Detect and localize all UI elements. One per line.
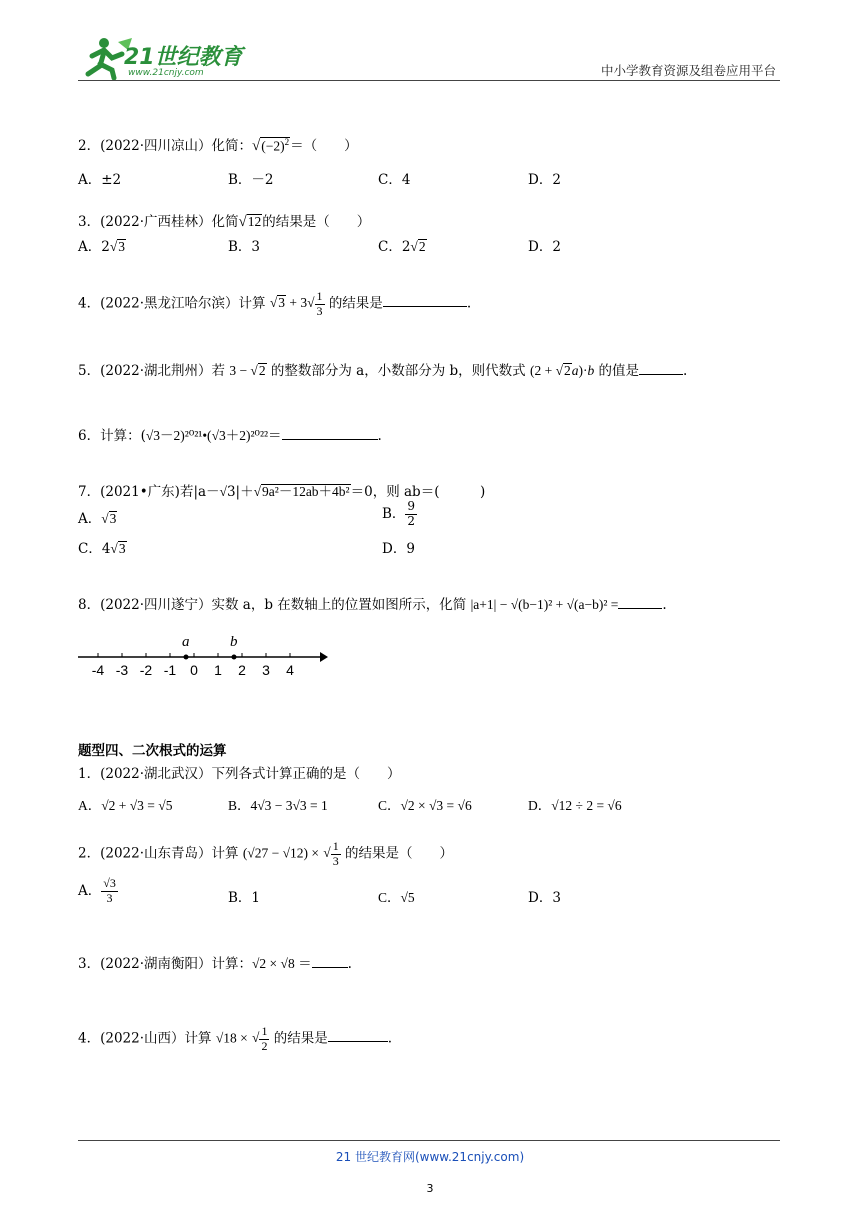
number-line-label: 2 <box>238 662 246 678</box>
s4-q2-option-d[interactable]: D．3 <box>528 890 561 906</box>
page-number: 3 <box>426 1182 434 1195</box>
question-5: 5．(2022·湖北荆州）若 3 − √2 的整数部分为 a，小数部分为 b，则代数式 (2 + √2a)·b 的值是 . <box>78 363 688 379</box>
answer-blank[interactable] <box>328 1029 388 1042</box>
q2-option-b[interactable]: B．－2 <box>228 172 274 188</box>
question-2-expr: (−2) <box>261 138 285 153</box>
s4-question-4-prefix: 4．(2022·山西）计算 <box>78 1030 212 1047</box>
s4-q2-option-b[interactable]: B．1 <box>228 890 261 906</box>
answer-blank[interactable] <box>639 362 683 375</box>
s4-q1-option-a[interactable]: A．√2 + √3 = √5 <box>78 798 173 813</box>
question-4-prefix: 4．(2022·黑龙江哈尔滨）计算 <box>78 295 266 312</box>
question-7: 7．(2021•广东)若|a－√3|＋√9a²－12ab＋4b²＝0，则 ab＝( ) <box>78 484 486 500</box>
s4-question-3: 3．(2022·湖南衡阳）计算：√2 × √8 ＝ . <box>78 956 352 972</box>
s4-question-3-expr: √2 × √8 ＝ <box>252 956 312 971</box>
question-5-expr: 3 − √2 <box>229 363 266 378</box>
q3-option-b[interactable]: B．3 <box>228 239 261 255</box>
number-line-label: -4 <box>91 662 105 678</box>
s4-q1-option-c[interactable]: C．√2 × √3 = √6 <box>378 798 472 813</box>
s4-question-4-suffix: 的结果是 <box>273 1030 328 1047</box>
s4-question-4-expr: √18 × <box>215 1030 248 1046</box>
answer-blank[interactable] <box>282 427 378 440</box>
answer-blank[interactable] <box>383 294 467 307</box>
q7-option-b-denominator: 2 <box>407 513 416 528</box>
number-line-label: 3 <box>262 662 270 678</box>
number-line-label: -1 <box>163 662 177 678</box>
q7-option-b[interactable] <box>382 500 417 529</box>
q2-option-a[interactable]: A．±2 <box>78 172 122 188</box>
q2-option-c[interactable]: C．4 <box>378 172 411 188</box>
question-6: 6．计算：(√3－2)²⁰²¹•(√3＋2)²⁰²²＝ . <box>78 428 382 444</box>
q3-option-c[interactable]: C．2√2 <box>378 239 426 255</box>
answer-blank[interactable] <box>618 596 662 609</box>
q3-option-a[interactable]: A．2√3 <box>78 239 126 255</box>
q7-option-a[interactable]: A．√3 <box>78 511 117 527</box>
number-line-label: 0 <box>190 662 198 678</box>
question-7-radicand: 9a²－12ab＋4b² <box>262 484 350 499</box>
question-2: 2．(2022·四川凉山）化简：$√(-2)^2=$（ ） <box>78 136 358 154</box>
q7-option-a-radicand: 3 <box>109 511 117 526</box>
question-4: 4．(2022·黑龙江哈尔滨）计算 √3 + 3√ $\frac{1}{3}$ 的结果是 . <box>78 289 472 318</box>
question-5-prefix: 5．(2022·湖北荆州）若 <box>78 363 226 379</box>
question-5-algebra: (2 + √2a)·b <box>529 363 595 378</box>
question-3: 3．(2022·广西桂林）化简√12的结果是（ ） <box>78 214 371 230</box>
question-7-mid: 3|＋ <box>226 484 254 500</box>
question-2-radicand: $(-2)^2$ <box>261 136 290 153</box>
point-a-label: a <box>182 634 190 650</box>
question-3-radicand: 12 <box>247 214 262 229</box>
q3-option-a-label: A．2 <box>78 239 110 255</box>
s4-question-2-suffix: 的结果是（ ） <box>345 845 453 862</box>
q2-option-d[interactable]: D．2 <box>528 172 561 188</box>
question-8-prefix: 8．(2022·四川遂宁）实数 a，b 在数轴上的位置如图所示，化简 <box>78 597 467 613</box>
question-2-suffix: ＝（ ） <box>290 138 358 154</box>
s4-q1-option-b[interactable]: B．4√3 − 3√3 = 1 <box>228 798 328 813</box>
s4-q1-option-d[interactable]: D．√12 ÷ 2 = √6 <box>528 798 622 813</box>
q3-option-a-radicand: 3 <box>118 239 126 254</box>
number-line-label: -3 <box>115 662 129 678</box>
s4-question-4: 4．(2022·山西）计算 √18 × √ $\frac{1}{2}$ 的结果是 . <box>78 1024 393 1053</box>
question-5-suffix: 的值是 <box>598 363 640 379</box>
number-line-label: 4 <box>286 662 294 678</box>
q7-option-b-label: B． <box>382 505 406 522</box>
q7-option-d[interactable]: D．9 <box>382 541 415 557</box>
s4-question-2-prefix: 2．(2022·山东青岛）计算 <box>78 845 239 862</box>
footer-divider <box>78 1140 780 1141</box>
header-divider <box>78 80 780 81</box>
point-b-label: b <box>230 634 238 650</box>
q7-option-a-label: A． <box>78 511 102 527</box>
q7-option-b-numerator: 9 <box>407 499 416 513</box>
section-title: 题型四、二次根式的运算 <box>78 743 227 759</box>
s4-question-2-expr: (√27 − √12) × <box>242 845 319 861</box>
question-7-suffix: ＝0，则 ab＝( ) <box>350 484 486 500</box>
q3-option-c-label: C．2 <box>378 239 411 255</box>
header-tagline: 中小学教育资源及组卷应用平台 <box>600 63 776 78</box>
s4-question-3-prefix: 3．(2022·湖南衡阳）计算： <box>78 956 253 972</box>
question-6-expr: 3－2)²⁰²¹•( <box>153 428 212 443</box>
s4-question-1: 1．(2022·湖北武汉）下列各式计算正确的是（ ） <box>78 766 401 782</box>
s4-q2-option-a-numerator: √3 <box>103 876 116 890</box>
footer-link[interactable]: 21 世纪教育网(www.21cnjy.com) <box>335 1150 525 1164</box>
q7-option-c-label: C．4 <box>78 541 111 557</box>
question-4-expr: √3 + 3√ $\frac{1}{3}$ <box>269 289 323 318</box>
number-line-label: -2 <box>139 662 153 678</box>
logo-text: 21世纪教育 <box>124 45 243 70</box>
question-4-suffix: 的结果是 <box>328 295 383 312</box>
arrow-right-icon <box>320 652 328 662</box>
question-5-mid: 的整数部分为 a，小数部分为 b，则代数式 <box>270 363 526 379</box>
s4-q2-option-a-denominator: 3 <box>106 890 113 905</box>
s4-q2-option-a-label: A． <box>78 882 102 899</box>
q3-option-c-radicand: 2 <box>418 239 426 254</box>
question-2-prefix: 2．(2022·四川凉山）化简： <box>78 138 253 154</box>
question-8-expr: |a+1| − √(b−1)² + √(a−b)² = <box>470 597 619 612</box>
s4-q2-option-c[interactable]: C．√5 <box>378 890 415 905</box>
number-line-label: 1 <box>214 662 222 678</box>
question-6-prefix: 6．计算：( <box>78 428 146 444</box>
q7-option-c[interactable]: C．4√3 <box>78 541 126 557</box>
question-3-prefix: 3．(2022·广西桂林）化简 <box>78 214 239 230</box>
s4-q2-option-a[interactable] <box>78 877 118 906</box>
question-8: 8．(2022·四川遂宁）实数 a，b 在数轴上的位置如图所示，化简 |a+1| − √(b−1)² + √(a−b)² = . <box>78 597 667 613</box>
s4-question-2: 2．(2022·山东青岛）计算 (√27 − √12) × √ $\frac{1}{3}$ 的结果是（ ） <box>78 839 453 868</box>
logo-subtext: www.21cnjy.com <box>128 68 204 78</box>
point-a <box>184 655 189 660</box>
question-6-expr2: 3＋2)²⁰²²＝ <box>218 428 282 443</box>
point-b <box>232 655 237 660</box>
question-3-suffix: 的结果是（ ） <box>262 214 371 230</box>
number-line-figure <box>76 632 332 680</box>
q3-option-d[interactable]: D．2 <box>528 239 561 255</box>
q7-option-c-radicand: 3 <box>118 541 126 556</box>
question-7-prefix: 7．(2021•广东)若|a－ <box>78 484 220 500</box>
site-logo <box>78 34 243 80</box>
answer-blank[interactable] <box>312 955 348 968</box>
